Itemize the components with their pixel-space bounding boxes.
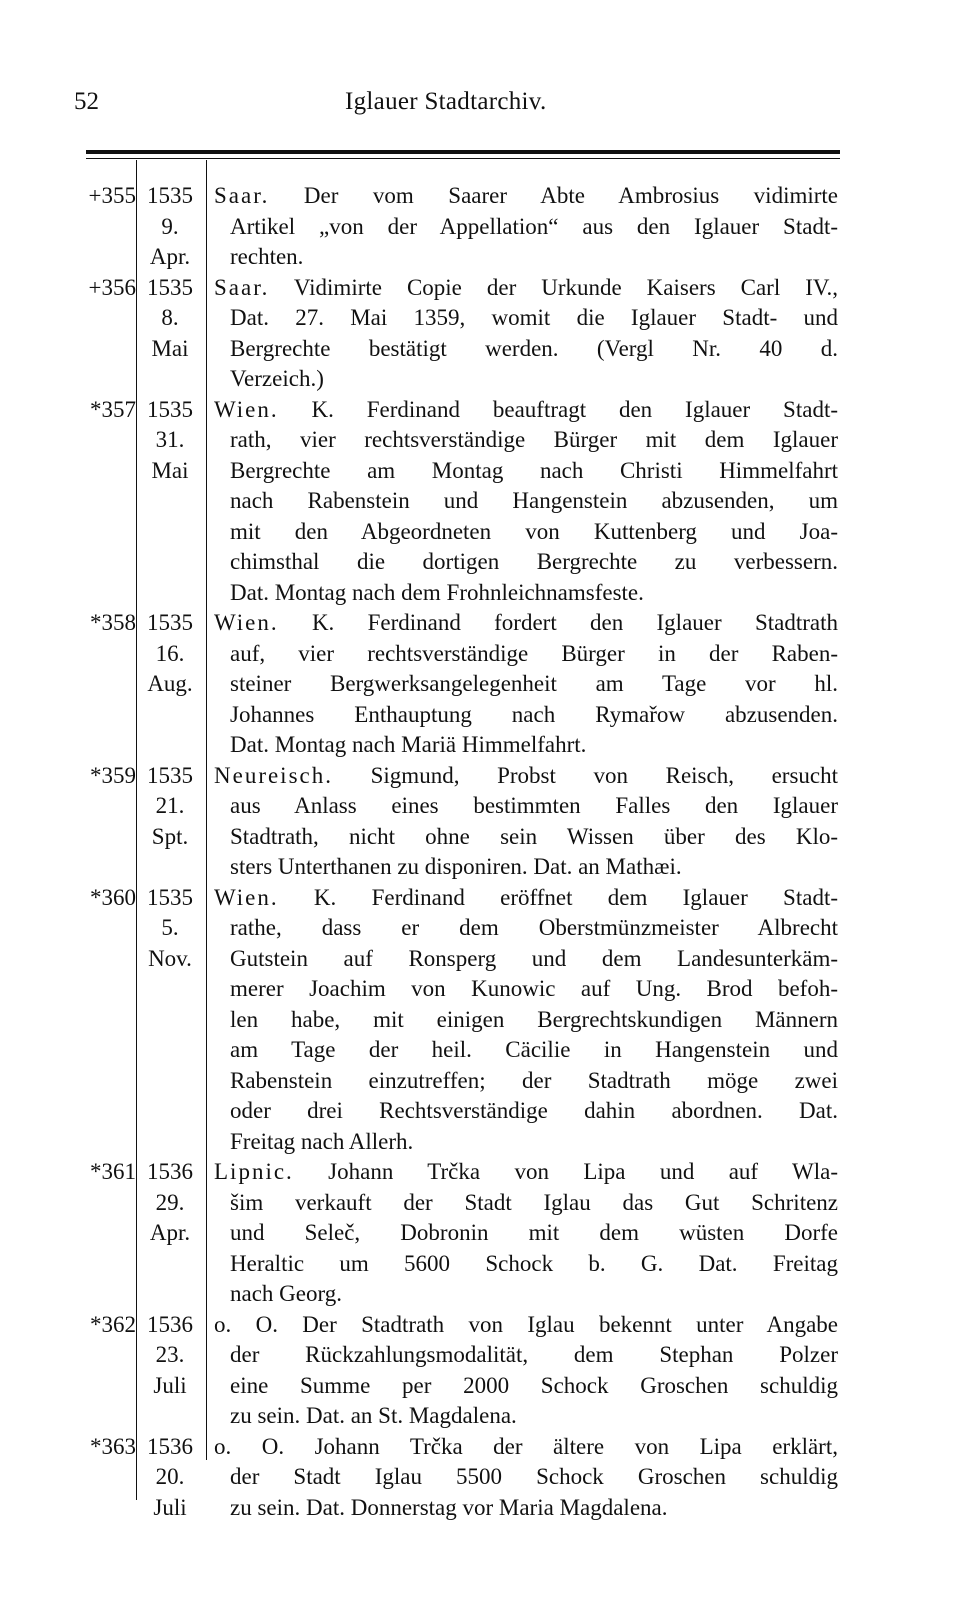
entry-number: *358 <box>90 610 136 635</box>
entry-text-line: chimsthal die dortigen Bergrechte zu verbessern. <box>230 549 838 574</box>
entry-date <box>140 273 200 365</box>
entry-text <box>214 1432 838 1524</box>
entry-date-line: 31. <box>155 427 185 452</box>
entry-text <box>214 761 838 883</box>
entry-date <box>140 1157 200 1249</box>
entry-text-line: Johannes Enthauptung nach Rymařow abzusenden. <box>230 701 838 727</box>
entry-text <box>214 1310 838 1432</box>
entry-number: *357 <box>90 396 136 422</box>
entry-text-line: nach Georg. <box>230 1281 342 1306</box>
entry-number: *361 <box>90 1159 136 1184</box>
entry-text-line: zu sein. Dat. an St. Magdalena. <box>230 1403 517 1428</box>
entry-date <box>140 883 200 975</box>
entry-text-line: Freitag nach Allerh. <box>230 1128 414 1154</box>
entry-date-line: Nov. <box>148 945 192 971</box>
register-entry <box>0 608 960 761</box>
entry-date <box>140 1310 200 1402</box>
entry-text-line: o. O. Der Stadtrath von Iglau bekennt unter Angabe <box>214 1311 838 1337</box>
entry-text-content: Johann Trčka von Lipa und auf Wla- <box>293 1159 838 1184</box>
header-rule-thick <box>86 150 840 154</box>
entry-date-line: 1535 <box>147 183 193 208</box>
entry-text-line <box>214 883 838 914</box>
entry-text-line: Rabenstein einzutreffen; der Stadtrath möge zwei <box>230 1067 838 1093</box>
entry-date-line: Apr. <box>149 244 191 269</box>
entry-date-line: 1536 <box>147 1433 193 1459</box>
entry-text-line: der Rückzahlungsmodalität, dem Stephan Polzer <box>230 1342 838 1367</box>
entry-text-content: Sigmund, Probst von Reisch, ersucht <box>333 762 838 788</box>
register-entry <box>0 1157 960 1310</box>
entry-text-line: sters Unterthanen zu disponiren. Dat. an Mathæi. <box>230 854 682 879</box>
entry-number: *360 <box>90 884 136 910</box>
entry-text-line: Artikel „von der Appellation“ aus den Iglauer Stadt- <box>230 213 838 239</box>
register-entry <box>0 883 960 1158</box>
entry-date-line: 1536 <box>147 1311 193 1337</box>
entry-date-line: 20. <box>155 1464 185 1489</box>
entry-place: Lipnic. <box>214 1159 294 1184</box>
entry-date-line: 1535 <box>147 396 193 422</box>
register-entry <box>0 1310 960 1432</box>
entry-text-line: len habe, mit einigen Bergrechtskundigen Männern <box>230 1006 838 1032</box>
entry-text-content: K. Ferdinand fordert den Iglauer Stadtrath <box>278 610 838 635</box>
register-entry <box>0 1432 960 1524</box>
entry-date <box>140 395 200 487</box>
entry-text-line <box>214 181 838 212</box>
entry-number: +355 <box>88 183 136 208</box>
entry-text-line: Stadtrath, nicht ohne sein Wissen über des Klo- <box>230 823 838 849</box>
register-table <box>0 181 960 1523</box>
entry-date-line: Mai <box>151 457 189 483</box>
entry-date-line: Spt. <box>151 823 189 849</box>
entry-text-line: oder drei Rechtsverständige dahin abordnen. Dat. <box>230 1098 838 1123</box>
entry-date-line: 29. <box>155 1189 185 1215</box>
entry-text-line: Dat. 27. Mai 1359, womit die Iglauer Stadt- und <box>230 305 838 330</box>
entry-number: *359 <box>90 762 136 788</box>
entry-number: *362 <box>90 1311 136 1337</box>
entry-text-line: merer Joachim von Kunowic auf Ung. Brod befoh- <box>230 976 838 1001</box>
entry-text-line <box>214 273 838 304</box>
running-title: Iglauer Stadtarchiv. <box>345 88 547 115</box>
entry-text-line: der Stadt Iglau 5500 Schock Groschen schuldig <box>230 1464 838 1489</box>
entry-text-line: Dat. Montag nach Mariä Himmelfahrt. <box>230 732 587 757</box>
entry-place: Neureisch. <box>214 762 333 788</box>
register-entry <box>0 395 960 609</box>
entry-text <box>214 395 838 609</box>
entry-date-line: 23. <box>155 1342 185 1367</box>
entry-text-content: K. Ferdinand beauftragt den Iglauer Stadt- <box>278 396 838 422</box>
entry-date-line: Juli <box>153 1372 187 1398</box>
entry-date-line: Juli <box>153 1494 187 1520</box>
entry-number: *363 <box>90 1433 136 1459</box>
entry-date-line: Mai <box>151 335 189 361</box>
register-entry <box>0 273 960 395</box>
entry-text <box>214 1157 838 1310</box>
entry-text-line: steiner Bergwerksangelegenheit am Tage vor hl. <box>230 671 838 696</box>
entry-text-content: Der vom Saarer Abte Ambrosius vidimirte <box>269 183 838 208</box>
entry-text-line: Heraltic um 5600 Schock b. G. Dat. Freitag <box>230 1250 838 1276</box>
entry-text-line <box>214 395 838 426</box>
entry-text-line: Dat. Montag nach dem Frohnleichnamsfeste. <box>230 579 644 605</box>
entry-text-line: Gutstein auf Ronsperg und dem Landesunterkäm- <box>230 945 838 971</box>
entry-place: Wien. <box>214 884 279 910</box>
entry-text-line: mit den Abgeordneten von Kuttenberg und Joa- <box>230 518 838 544</box>
entry-text <box>214 181 838 273</box>
entry-text-line: rath, vier rechtsverständige Bürger mit dem Iglauer <box>230 427 838 452</box>
entry-number: +356 <box>88 274 136 300</box>
register-entry <box>0 761 960 883</box>
entry-date <box>140 761 200 853</box>
entry-date <box>140 1432 200 1524</box>
entry-text-line: aus Anlass eines bestimmten Falles den Iglauer <box>230 793 838 818</box>
entry-place: Saar. <box>214 183 270 208</box>
entry-date-line: Apr. <box>149 1220 191 1245</box>
entry-place: Saar. <box>214 274 270 300</box>
entry-date-line: 1535 <box>147 884 193 910</box>
entry-date-line: 1535 <box>147 610 193 635</box>
entry-text-line: Verzeich.) <box>230 366 324 391</box>
entry-date-line: 9. <box>161 213 179 239</box>
entry-text-line: rechten. <box>230 244 304 269</box>
entry-text-line <box>214 761 838 792</box>
entry-text-line: šim verkauft der Stadt Iglau das Gut Schritenz <box>230 1189 838 1215</box>
entry-text <box>214 273 838 395</box>
entry-text <box>214 883 838 1158</box>
entry-place: Wien. <box>214 396 279 422</box>
register-entry <box>0 181 960 273</box>
entry-date-line: 1535 <box>147 274 193 300</box>
entry-text-line: zu sein. Dat. Donnerstag vor Maria Magdalena. <box>230 1494 668 1520</box>
entry-date-line: Aug. <box>147 671 193 696</box>
page-header <box>0 88 960 124</box>
entry-text-content: Vidimirte Copie der Urkunde Kaisers Carl IV., <box>269 274 838 300</box>
entry-place: Wien. <box>214 610 279 635</box>
entry-text <box>214 608 838 761</box>
entry-date-line: 16. <box>155 640 185 666</box>
page-number: 52 <box>74 88 99 115</box>
entry-text-line: o. O. Johann Trčka der ältere von Lipa erklärt, <box>214 1433 838 1459</box>
entry-date-line: 1535 <box>147 762 193 788</box>
entry-text-line: auf, vier rechtsverständige Bürger in der Raben- <box>230 640 838 666</box>
entry-date-line: 8. <box>161 305 179 330</box>
entry-text-line: am Tage der heil. Cäcilie in Hangenstein und <box>230 1037 838 1062</box>
entry-date-line: 21. <box>155 793 185 818</box>
entry-date <box>140 181 200 273</box>
entry-date-line: 5. <box>161 915 179 940</box>
entry-text-line: eine Summe per 2000 Schock Groschen schuldig <box>230 1372 838 1398</box>
entry-text-content: K. Ferdinand eröffnet dem Iglauer Stadt- <box>278 884 838 910</box>
entry-text-line: Bergrechte am Montag nach Christi Himmelfahrt <box>230 457 838 483</box>
entry-text-line: Bergrechte bestätigt werden. (Vergl Nr. 40 d. <box>230 335 838 361</box>
entry-text-line <box>214 608 838 639</box>
header-rule-thin <box>86 158 840 159</box>
entry-text-line <box>214 1157 838 1188</box>
entry-date <box>140 608 200 700</box>
entry-text-line: nach Rabenstein und Hangenstein abzusenden, um <box>230 488 838 513</box>
entry-text-line: und Seleč, Dobronin mit dem wüsten Dorfe <box>230 1220 838 1245</box>
entry-text-line: rathe, dass er dem Oberstmünzmeister Albrecht <box>230 915 838 940</box>
entry-date-line: 1536 <box>147 1159 193 1184</box>
